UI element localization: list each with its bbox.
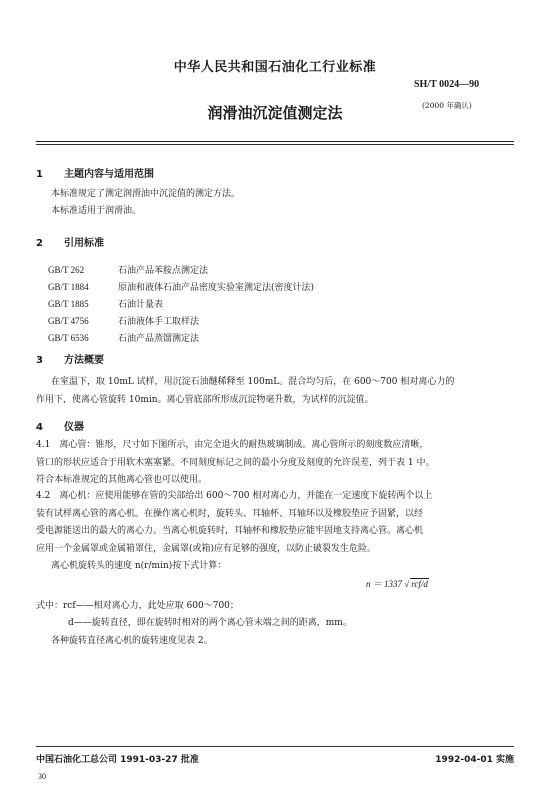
section-3-heading <box>36 351 104 366</box>
definition-d: d——旋转直径，即在旋转时相对的两个离心管末端之间的距离，mm。 <box>68 618 352 628</box>
definition-rcf: 式中：rcf——相对离心力，此处应取 600～700； <box>36 601 239 611</box>
paragraph-line: 4.2 离心机：应使用能够在管的尖部给出 600～700 相对离心力，并能在一定速度下旋转两个以上 <box>36 491 433 501</box>
formula-radicand: rcf/d <box>411 579 428 589</box>
section-1-line-2: 本标准适用于润滑油。 <box>51 206 142 216</box>
section-2-heading <box>36 234 104 249</box>
approval-date: 中国石油化工总公司 1991-03-27 批准 <box>36 755 199 765</box>
header-divider-thin <box>36 144 514 145</box>
footer-divider <box>36 746 514 747</box>
paragraph-line: 4.1 离心管：锥形，尺寸如下图所示，由完全退火的耐热玻璃制成。离心管所示的刻度数应清晰， <box>36 440 429 450</box>
section-1-line-1: 本标准规定了测定润滑油中沉淀值的测定方法。 <box>51 189 241 199</box>
confirmation-note: (2000 年确认) <box>422 101 472 110</box>
paragraph-line: 装有试样离心管的离心机。在操作离心机时，旋转头、耳轴杯、耳轴环以及橡胶垫应予固紧，以经 <box>36 508 424 519</box>
clause-4-1 <box>36 437 514 490</box>
reference-title: 石油产品蒸馏测定法 <box>118 334 200 344</box>
section-4-title: 仪器 <box>64 422 84 433</box>
section-1-title: 主题内容与适用范围 <box>64 169 154 180</box>
reference-title: 原油和液体石油产品密度实验室测定法(密度计法) <box>118 283 315 293</box>
section-3-number: 3 <box>36 355 43 366</box>
formula-left: n ＝ 1337 <box>366 579 403 589</box>
section-1-heading <box>36 165 154 180</box>
reference-code: GB/T 6536 <box>48 333 89 343</box>
table-reference: 各种旋转直径离心机的旋转速度见表 2。 <box>51 636 213 646</box>
clause-4-2 <box>36 488 514 558</box>
speed-formula-intro: 离心机旋转头的速度 n(r/min)按下式计算： <box>51 561 227 571</box>
reference-item <box>48 263 208 276</box>
standard-code: SH/T 0024—90 <box>414 79 480 90</box>
paragraph-line: 应用一个金属罩或金属箱罩住，金属罩(或箱)应有足够的强度，以防止破裂发生危险。 <box>36 543 377 554</box>
reference-code: GB/T 1884 <box>48 282 89 292</box>
document-title: 润滑油沉淀值测定法 <box>207 104 343 122</box>
paragraph-line: 管口的形状应适合于用软木塞塞紧。不同刻度标记之间的最小分度及刻度的允许误差，列于表 1 中。 <box>36 457 435 468</box>
reference-code: GB/T 1885 <box>48 299 89 309</box>
section-1-number: 1 <box>36 169 43 180</box>
reference-item <box>48 280 314 293</box>
sqrt-sign: √ <box>404 579 410 589</box>
header-divider <box>36 141 514 142</box>
reference-code: GB/T 262 <box>48 265 85 275</box>
reference-title: 石油液体手工取样法 <box>118 317 200 327</box>
speed-formula <box>366 577 429 590</box>
reference-title: 石油产品苯胺点测定法 <box>118 266 209 276</box>
reference-title: 石油计量表 <box>118 300 164 310</box>
paragraph-line: 符合本标准规定的其他离心管也可以使用。 <box>36 475 208 485</box>
section-4-number: 4 <box>36 422 43 433</box>
paragraph-line: 在室温下，取 10mL 试样，用沉淀石油醚稀释至 100mL。混合均匀后，在 600～700 相对离心力的 <box>51 377 455 387</box>
section-3-paragraph <box>36 374 529 409</box>
reference-item <box>48 314 199 327</box>
implementation-date: 1992-04-01 实施 <box>435 755 514 765</box>
section-2-number: 2 <box>36 238 43 249</box>
reference-code: GB/T 4756 <box>48 316 89 326</box>
reference-item <box>48 297 163 310</box>
section-4-heading <box>36 418 84 433</box>
section-3-title: 方法概要 <box>64 355 104 366</box>
reference-item <box>48 331 199 344</box>
page-number: 30 <box>38 772 46 781</box>
paragraph-line: 作用下，使离心管旋转 10min。离心管底部所形成沉淀物毫升数，为试样的沉淀值。 <box>36 394 374 405</box>
section-2-title: 引用标准 <box>64 238 104 249</box>
organization-heading: 中华人民共和国石油化工行业标准 <box>173 60 377 75</box>
paragraph-line: 受电源能送出的最大的离心力。当离心机旋转时，耳轴杯和橡胶垫应能牢固地支持离心管。离心机 <box>36 526 424 536</box>
